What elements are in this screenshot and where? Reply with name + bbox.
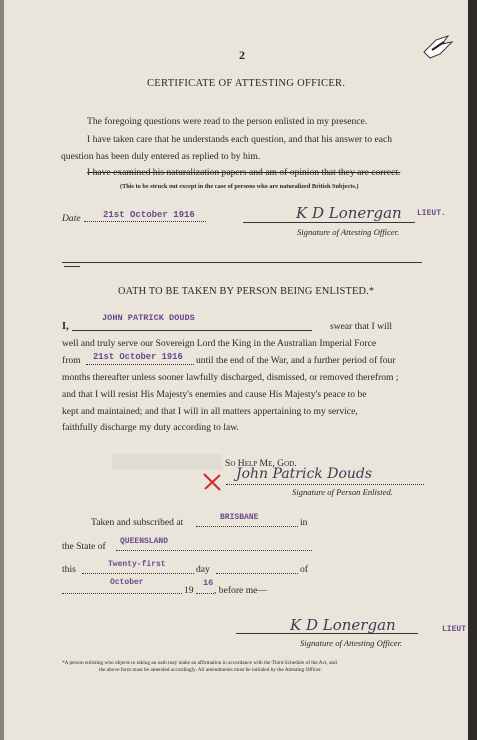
state-value: QUEENSLAND <box>120 537 169 546</box>
page-right-edge <box>468 0 477 740</box>
oath-line-2: well and truly serve our Sovereign Lord the King in the Australian Imperial Force <box>62 338 377 349</box>
oath-line-4: months thereafter unless sooner lawfully discharged, dismissed, or removed therefrom ; <box>62 372 399 383</box>
page-number: 2 <box>239 48 245 62</box>
enlistee-signature-caption: Signature of Person Enlisted. <box>292 487 393 497</box>
separator-short <box>64 266 80 267</box>
month-line <box>62 593 182 594</box>
month-value: October <box>110 578 144 587</box>
oath-from-date: 21st October 1916 <box>93 352 183 362</box>
separator-upper <box>62 262 422 263</box>
day-value: Twenty-first <box>108 560 166 569</box>
certificate-line-2a: I have taken care that he understands each question, and that his answer to each <box>87 134 393 145</box>
of-label: of <box>300 564 308 575</box>
enlistee-signature-line <box>226 484 424 485</box>
year-prefix: 19 <box>184 585 194 596</box>
certificate-footnote: (This to be struck out except in the case of persons who are naturalized British Subjects.) <box>120 183 359 190</box>
footer-note-line-2: the above form must be amended accordingly. All amendments must be initialed by the Attesting Officer. <box>99 667 322 673</box>
oath-i-label: I, <box>62 321 69 332</box>
torn-corner-mark <box>418 30 458 64</box>
oath-line-3-end: until the end of the War, and a further period of four <box>196 355 396 366</box>
taken-label: Taken and subscribed at <box>91 517 184 528</box>
enlistee-signature: John Patrick Douds <box>236 466 373 482</box>
enlistee-cross-mark <box>201 471 223 493</box>
day-line <box>82 573 194 574</box>
certificate-line-3: I have examined his naturalization papers and am of opinion that they are correct. <box>87 167 401 178</box>
footer-note-line-1: *A person enlisting who objects to taking an oath may make an affirmation in accordance with the Third Schedule of the Act, and <box>62 660 337 666</box>
page-left-edge <box>0 0 4 740</box>
state-line <box>116 550 312 551</box>
this-label: this <box>62 564 76 575</box>
officer-signature-line-2 <box>236 633 418 634</box>
officer-signature-caption-2: Signature of Attesting Officer. <box>300 638 403 648</box>
date-value: 21st October 1916 <box>103 210 195 220</box>
certificate-line-2b: question has been duly entered as replied to by him. <box>61 151 261 162</box>
date-label: Date <box>62 213 81 224</box>
from-date-line <box>86 364 194 365</box>
oath-line-7: faithfully discharge my duty according to law. <box>62 422 239 433</box>
date-line <box>84 221 206 222</box>
officer-rank: LIEUT. <box>417 209 446 218</box>
name-line <box>72 330 312 331</box>
year-suffix: 16 <box>203 578 214 588</box>
oath-line-6: kept and maintained; and that I will in all matters appertaining to my service, <box>62 406 358 417</box>
in-label: in <box>300 517 308 528</box>
place-value: BRISBANE <box>220 513 259 522</box>
year-line <box>196 593 214 594</box>
day-line-2 <box>216 573 298 574</box>
oath-from-label: from <box>62 355 81 366</box>
day-label: day <box>196 564 210 575</box>
oath-line-1-end: swear that I will <box>330 321 393 332</box>
enlistee-name: JOHN PATRICK DOUDS <box>102 313 195 323</box>
before-label: , before me— <box>214 585 268 596</box>
state-label: the State of <box>62 541 106 552</box>
place-line <box>196 526 298 527</box>
certificate-title: CERTIFICATE OF ATTESTING OFFICER. <box>147 78 346 89</box>
officer-signature: K D Lonergan <box>296 204 402 222</box>
certificate-line-1: The foregoing questions were read to the person enlisted in my presence. <box>87 116 368 127</box>
officer-signature-line <box>243 222 415 223</box>
officer-rank-2: LIEUT <box>442 625 467 634</box>
officer-signature-caption: Signature of Attesting Officer. <box>297 227 400 237</box>
officer-signature-2: K D Lonergan <box>290 616 396 634</box>
oath-closing: So Help Me, God. <box>225 458 297 469</box>
oath-title: OATH TO BE TAKEN BY PERSON BEING ENLISTED.* <box>118 286 375 297</box>
oath-line-5: and that I will resist His Majesty's enemies and cause His Majesty's peace to be <box>62 389 367 400</box>
faded-ink-mark <box>112 454 222 470</box>
